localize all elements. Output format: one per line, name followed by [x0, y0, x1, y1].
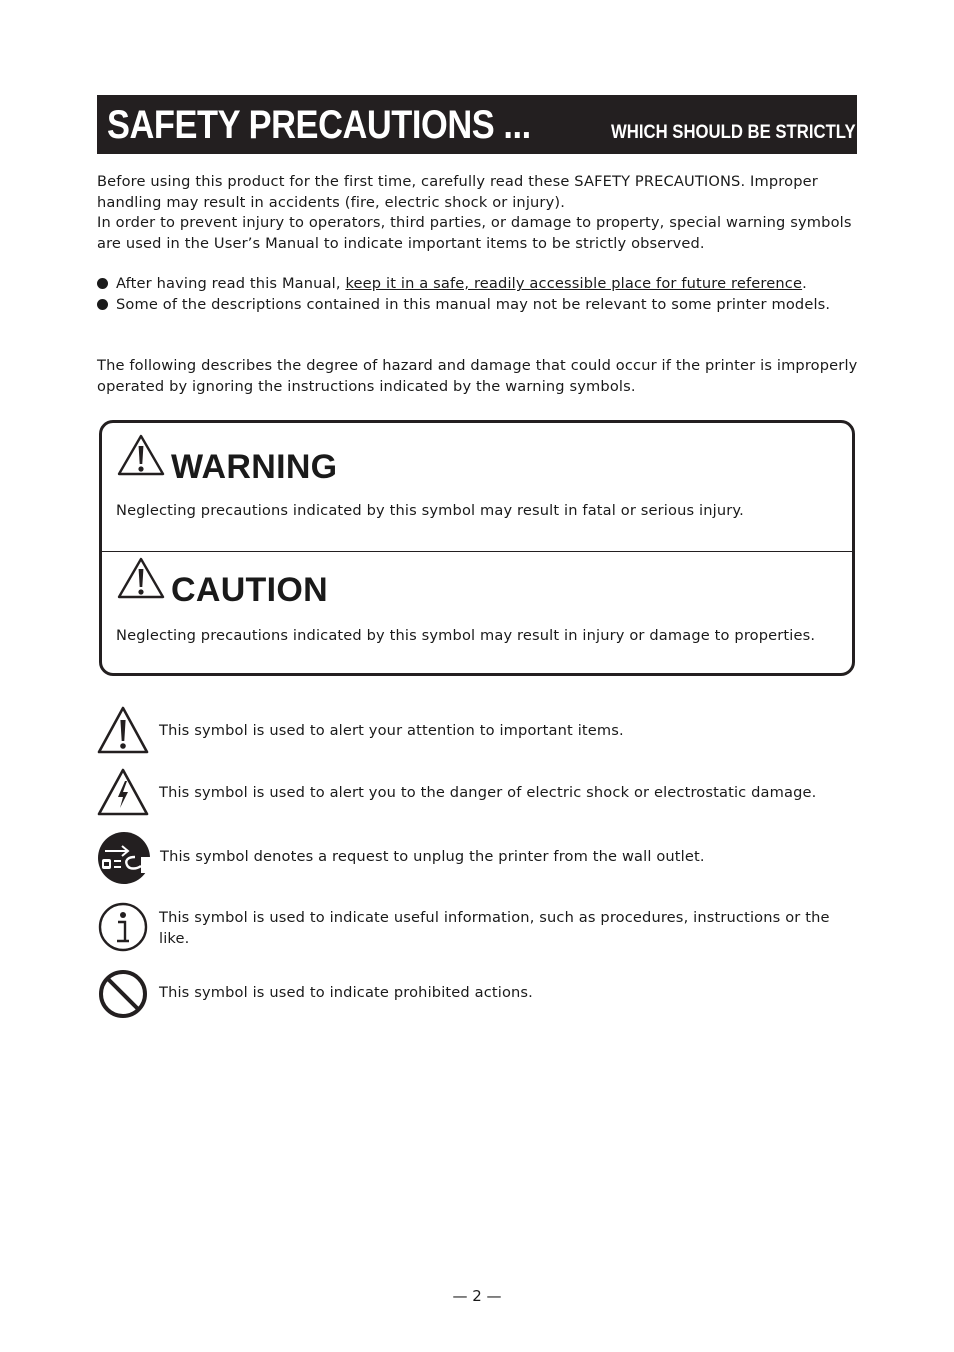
symbol-row-electric-shock: [97, 766, 867, 818]
symbol-description: This symbol is used to indicate useful information, such as procedures, instructions or the like.: [159, 909, 830, 947]
symbol-row-information: [97, 901, 867, 953]
electric-shock-icon: [97, 766, 149, 818]
page-title: SAFETY PRECAUTIONS ...: [107, 103, 531, 147]
information-icon: [97, 901, 149, 953]
bullet-dot-icon: [97, 278, 108, 289]
prohibited-icon: [97, 968, 149, 1020]
exclamation-triangle-icon: [97, 704, 149, 756]
page-number: — 2 —: [452, 1287, 502, 1305]
caution-heading: CAUTION: [171, 571, 328, 609]
unplug-icon: [97, 831, 151, 885]
bullet-text-prefix: After having read this Manual,: [116, 275, 346, 292]
caution-triangle-icon: [116, 556, 166, 600]
caution-description: Neglecting precautions indicated by this symbol may result in injury or damage to properties.: [116, 627, 816, 644]
symbol-description: This symbol is used to alert you to the danger of electric shock or electrostatic damage.: [159, 784, 817, 801]
bullet-text-suffix: .: [802, 275, 807, 292]
signal-box-divider: [102, 551, 852, 552]
symbol-row-prohibited: [97, 968, 867, 1020]
symbol-description: This symbol is used to alert your attention to important items.: [159, 722, 624, 739]
page-title-bar: [97, 95, 954, 154]
bullet-text: Some of the descriptions contained in this manual may not be relevant to some printer models.: [116, 296, 831, 313]
bullet-text-underlined: keep it in a safe, readily accessible place for future reference: [345, 275, 803, 292]
intro-paragraph-2: In order to prevent injury to operators, third parties, or damage to property, special warning symbols are used in the User’s Manual to indicate important items to be strictly observed.: [97, 214, 852, 252]
bullet-dot-icon: [97, 299, 108, 310]
intro-paragraph-1: Before using this product for the first time, carefully read these SAFETY PRECAUTIONS. Improper handling may result in accidents (fire, electric shock or injury).: [97, 173, 818, 211]
page-subtitle: WHICH SHOULD BE STRICTLY OBSERVED: [611, 122, 954, 143]
bullet-item-reference: [97, 274, 867, 295]
warning-heading: WARNING: [171, 448, 338, 486]
bullet-item-models: [97, 295, 867, 316]
symbol-description: This symbol denotes a request to unplug the printer from the wall outlet.: [160, 848, 705, 865]
symbol-description: This symbol is used to indicate prohibited actions.: [159, 984, 533, 1001]
signal-words-box: [99, 420, 855, 676]
hazard-intro-paragraph: The following describes the degree of hazard and damage that could occur if the printer is improperly operated by ignoring the instructions indicated by the warning symbols.: [97, 357, 858, 395]
warning-description: Neglecting precautions indicated by this symbol may result in fatal or serious injury.: [116, 502, 744, 519]
warning-triangle-icon: [116, 433, 166, 477]
symbol-row-attention: [97, 704, 867, 756]
symbol-row-unplug: [97, 831, 867, 885]
